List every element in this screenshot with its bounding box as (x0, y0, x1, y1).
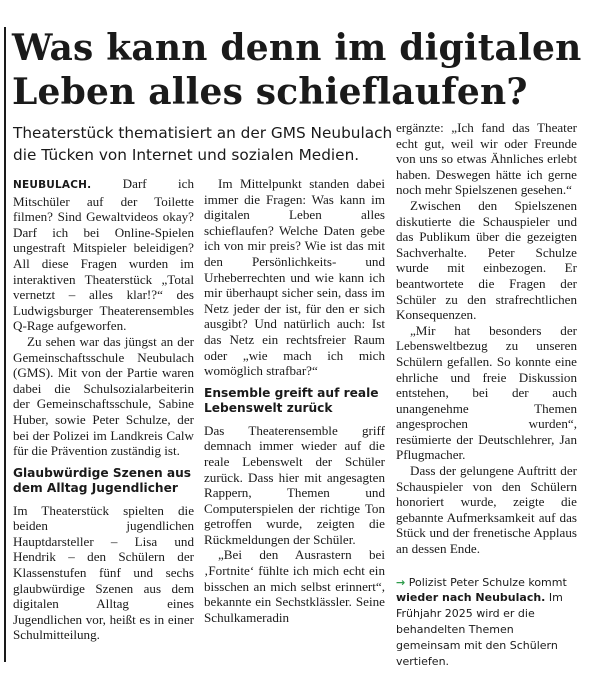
paragraph: Zu sehen war das jüngst an der Gemeinschaftsschule Neubulach (GMS). Mit von der Partie waren dabei die Schulsozialarbeiterin der Gemeinschaftsschule, Sabine Huber, sowie Peter Schulze, der bei der Polizei im Landkreis Calw für die Prävention zuständig ist. (13, 333, 194, 459)
headline: Was kann denn im digitalen Leben alles schieflaufen? (12, 27, 582, 113)
paragraph: Im Theaterstück spielten die beiden jugendlichen Hauptdarsteller – Lisa und Hendrik – den Schülern der Klassenstufen fünf und sechs glaubwürdige Szenen aus dem digitalen Alltag eines Jugendlichen vor, heißt es in einer Schulmitteilung. (13, 502, 194, 643)
paragraph: „Bei den Ausrastern bei ‚Fortnite‘ fühlte ich mich echt ein bisschen an mich selbst erinnert“, bekannte ein Sechstklässler. Seine Schulkameradin (204, 547, 385, 625)
article-column-3 (396, 120, 577, 669)
paragraph: Zwischen den Spielszenen diskutierte die Schauspieler und das Publikum über die gezeigten Sachverhalte. Peter Schulze wurde mit einbezogen. Er beantwortete die Fragen der Schüler zu den strafrechtlichen Konsequenzen. (396, 197, 577, 323)
paragraph-text: Darf ich Mitschüler auf der Toilette filmen? Sind Gewaltvideos okay? Darf ich bei Online-Spielen ungestraft Mitspieler beleidigen? All diese Fragen wurden im interaktiven Theaterstück „Total vernetzt – alles klar!?“ des Ludwigsburger Theaterensembles Q-Rage aufgeworfen. (13, 176, 194, 334)
section-subtitle: Glaubwürdige Szenen aus dem Alltag Jugendlicher (13, 465, 192, 496)
left-margin-rule (4, 27, 6, 662)
subheadline: Theaterstück thematisiert an der GMS Neubulach die Tücken von Internet und sozialen Medien. (13, 124, 393, 164)
paragraph: „Mir hat besonders der Lebensweltbezug zu unseren Schülern gefallen. So konnte eine ehrliche und freie Diskussion entstehen, bei der auch unangenehme Themen angesprochen wurden“, resümierte der Deutschlehrer, Jan Pflugmacher. (396, 322, 577, 463)
dateline: NEUBULACH. (13, 179, 92, 191)
info-text: Im Frühjahr 2025 wird er die behandelten Themen gemeinsam mit den Schülern vertiefen. (396, 591, 563, 668)
info-lead: Polizist Peter Schulze kommt (408, 575, 567, 589)
paragraph: Das Theaterensemble griff demnach immer wieder auf die reale Lebenswelt der Schüler zurück. Dass hier mit angesagten Rappern, Themen und Computerspielen der richtige Ton getroffen wurde, zeigten die Rückmeldungen der Schüler. (204, 422, 385, 547)
article-column-2 (204, 176, 385, 625)
paragraph: Dass der gelungene Auftritt der Schauspieler von den Schülern honoriert wurde, zeigte die gebannte Aufmerksamkeit auf das Stück und der frenetische Applaus an dessen Ende. (396, 463, 577, 557)
arrow-right-icon: → (396, 575, 406, 589)
paragraph: ergänzte: „Ich fand das Theater echt gut, weil wir oder Freunde von uns so etwas Ähnliches erlebt haben. Deswegen hätte ich gerne noch mehr Spielszenen gesehen.“ (396, 120, 577, 198)
info-bold: wieder nach Neubulach. (396, 591, 546, 605)
info-box (396, 575, 577, 670)
paragraph (13, 176, 194, 334)
section-subtitle: Ensemble greift auf reale Lebenswelt zurück (204, 385, 379, 416)
article-column-1 (13, 176, 194, 643)
paragraph: Im Mittelpunkt standen dabei immer die Fragen: Was kann im digitalen Leben alles schieflaufen? Welche Daten gebe ich von mir preis? Wie ist das mit den Persönlichkeits- und Urheberrechten und wie kann ich mir überhaupt sicher sein, dass im Netz jeder der ist, für den er sich ausgibt? Und natürlich auch: Ist das Netz ein rechtsfreier Raum oder „wie mach ich mich womöglich strafbar?“ (204, 176, 385, 379)
